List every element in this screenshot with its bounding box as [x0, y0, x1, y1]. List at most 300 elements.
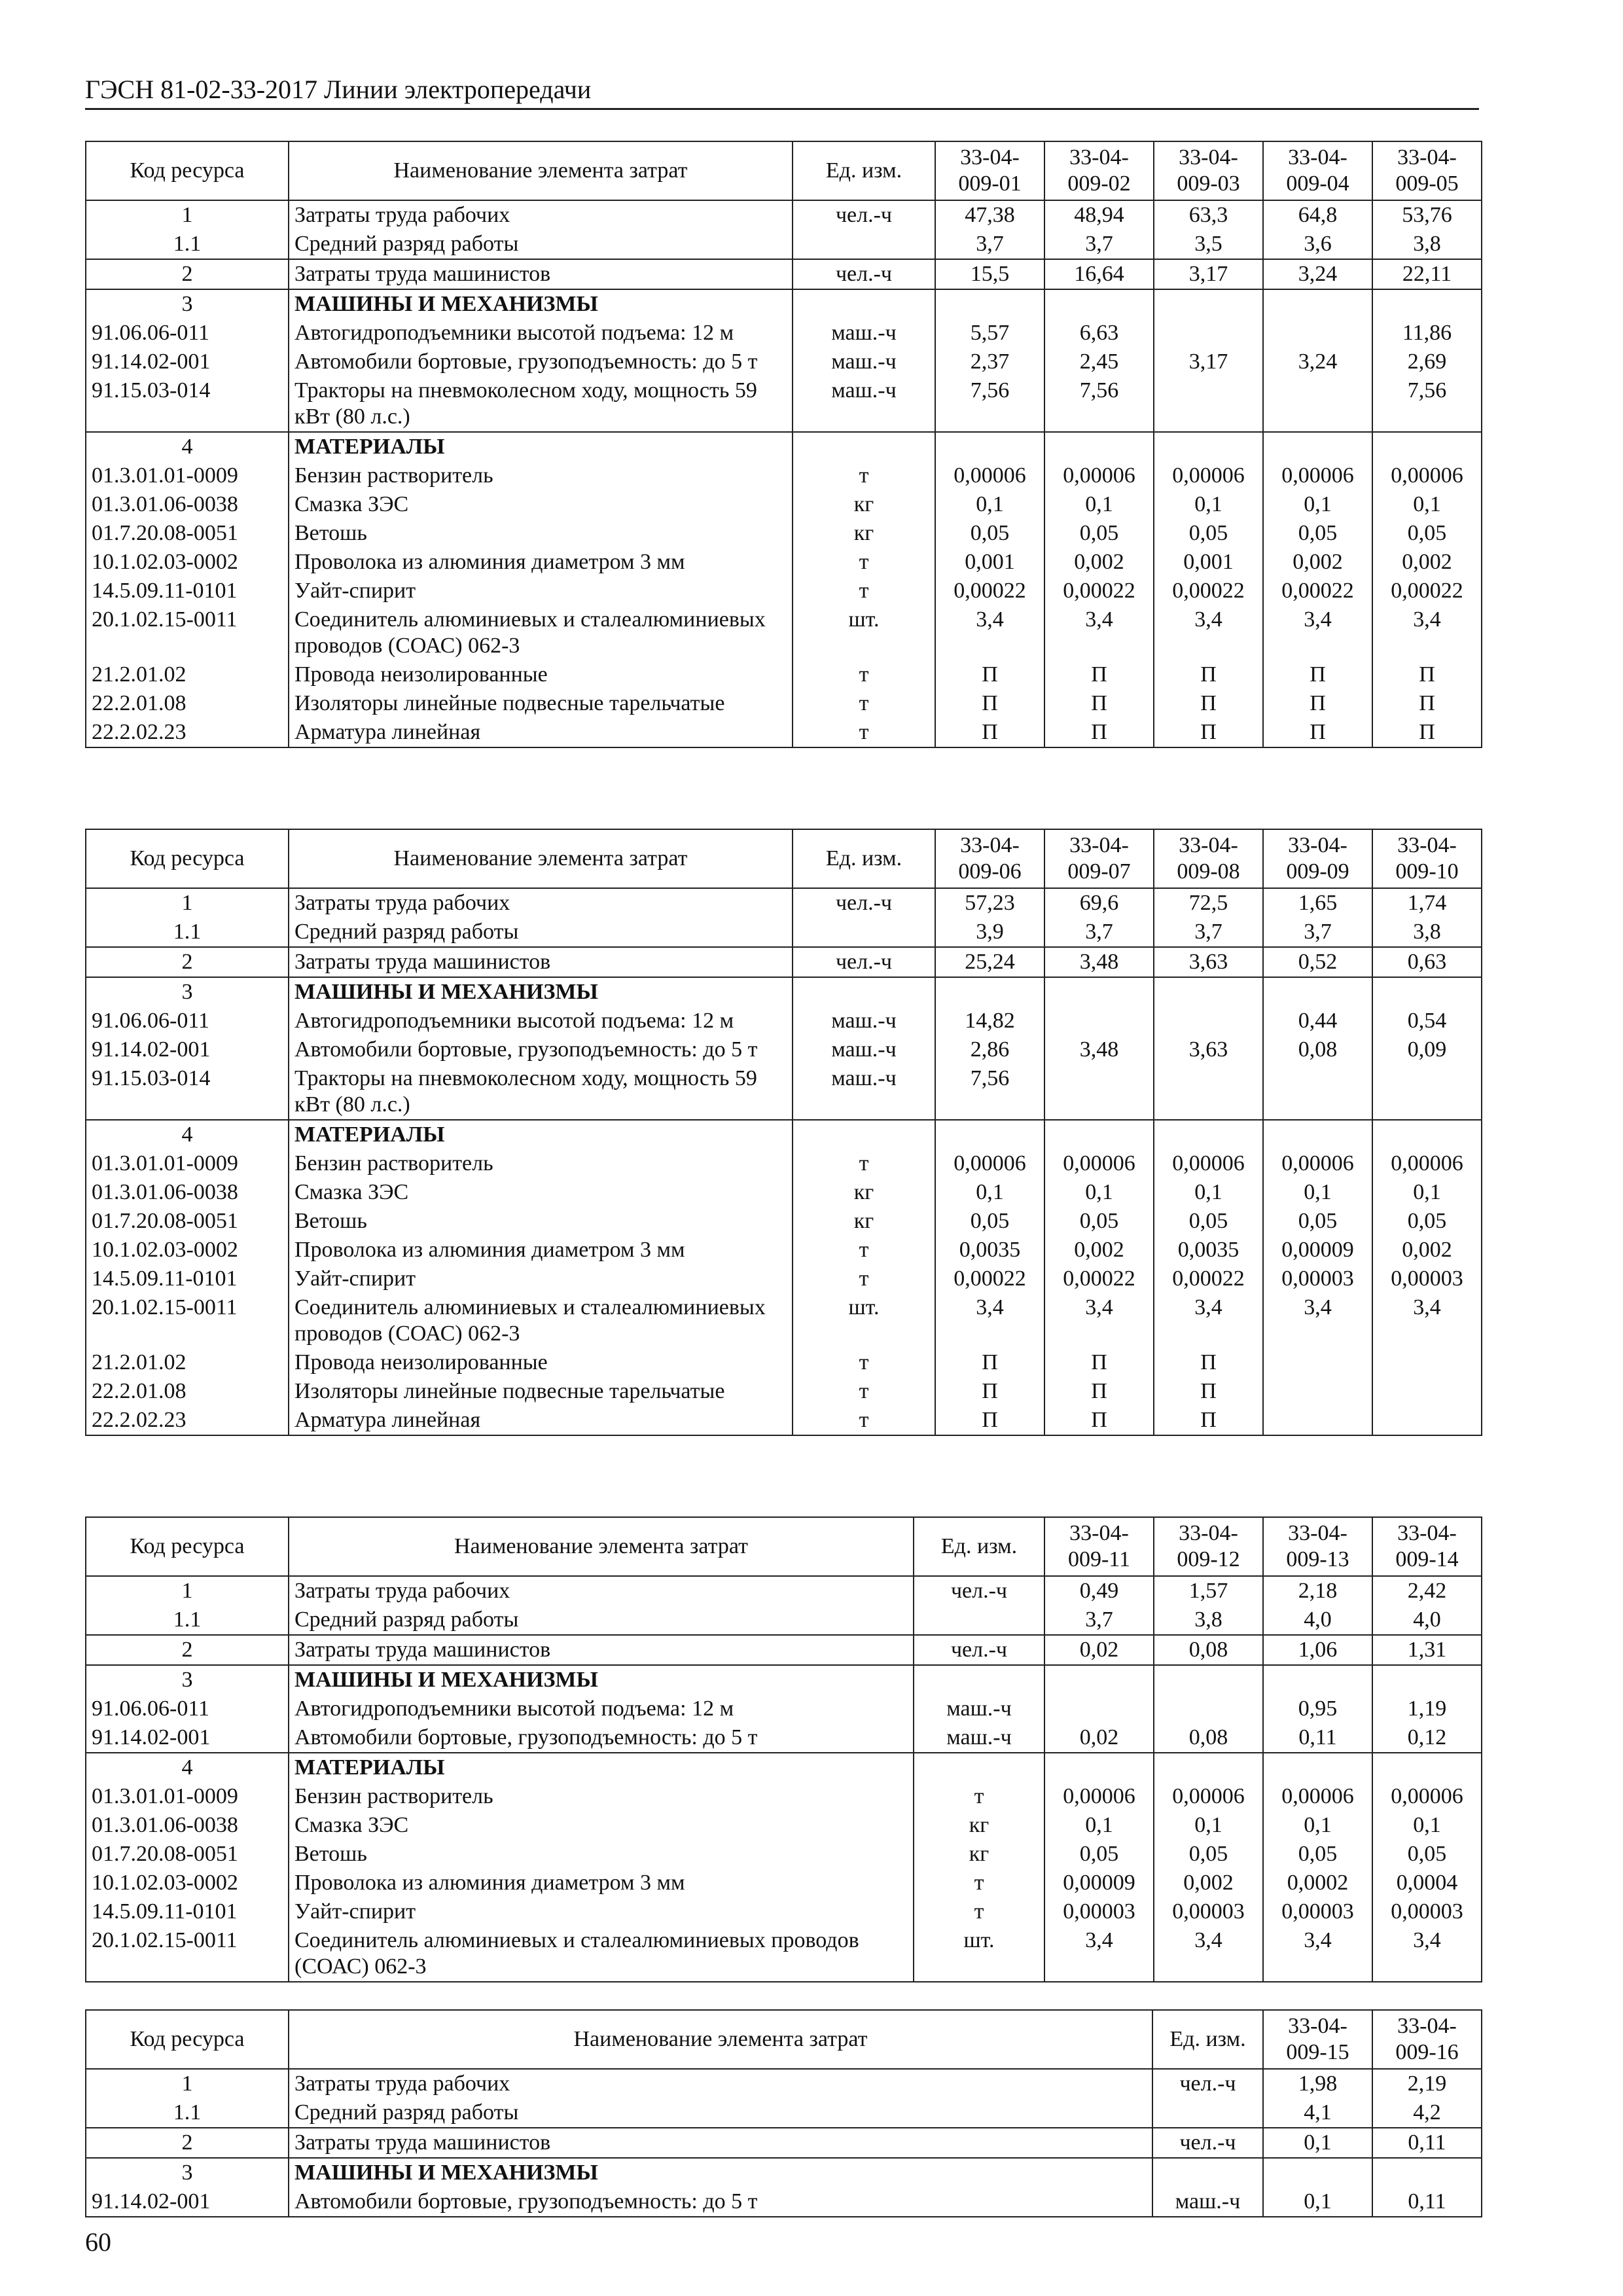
resource-unit	[914, 1753, 1044, 1782]
table-row	[86, 1635, 1482, 1665]
norm-value: 0,08	[1154, 1635, 1263, 1665]
norm-value: 0,1	[935, 490, 1044, 519]
header-norm-code: 33-04-009-13	[1263, 1517, 1372, 1576]
norm-value: П	[1372, 718, 1482, 747]
norm-value: 3,4	[1154, 1293, 1263, 1348]
norm-value: 1,65	[1263, 888, 1372, 918]
table-row	[86, 1869, 1482, 1897]
norm-value: 3,4	[1044, 1926, 1154, 1982]
resource-unit: кг	[914, 1811, 1044, 1840]
resource-unit	[793, 918, 935, 947]
header-norm-code: 33-04-009-11	[1044, 1517, 1154, 1576]
resource-code: 20.1.02.15-0011	[86, 1293, 289, 1348]
norm-value: 0,00006	[1154, 1782, 1263, 1811]
norm-value: 2,18	[1263, 1576, 1372, 1605]
resource-code: 2	[86, 2128, 289, 2158]
norm-value: 0,00006	[1044, 461, 1154, 490]
header-unit: Ед. изм.	[1152, 2010, 1263, 2069]
norm-value: 47,38	[935, 200, 1044, 230]
norm-value: 2,19	[1372, 2069, 1482, 2098]
header-norm-code: 33-04-009-02	[1044, 141, 1154, 200]
resource-unit: т	[793, 1149, 935, 1178]
header-norm-code: 33-04-009-12	[1154, 1517, 1263, 1576]
norm-value: 1,74	[1372, 888, 1482, 918]
norm-value	[1263, 432, 1372, 461]
resource-unit	[914, 1665, 1044, 1695]
norm-value: 0,00006	[1154, 461, 1263, 490]
norm-value	[1372, 289, 1482, 319]
norm-value: 57,23	[935, 888, 1044, 918]
table-row	[86, 1236, 1482, 1265]
norm-value	[1372, 1064, 1482, 1120]
norm-value: 0,05	[1044, 1207, 1154, 1236]
resource-unit: кг	[793, 1178, 935, 1207]
resource-name: Тракторы на пневмоколесном ходу, мощность 59 кВт (80 л.с.)	[289, 1064, 793, 1120]
header-code: Код ресурса	[86, 829, 289, 888]
table-row	[86, 548, 1482, 577]
resource-code: 4	[86, 1120, 289, 1149]
norm-value: 0,52	[1263, 947, 1372, 977]
norm-value: П	[1044, 1348, 1154, 1377]
norm-value: 0,00003	[1154, 1897, 1263, 1926]
norm-value: 0,00006	[1372, 1782, 1482, 1811]
header-name: Наименование элемента затрат	[289, 829, 793, 888]
resource-unit	[914, 1605, 1044, 1635]
norm-value: 7,56	[1044, 376, 1154, 432]
norm-value: 1,98	[1263, 2069, 1372, 2098]
resource-unit: т	[793, 1265, 935, 1293]
resource-code: 01.3.01.06-0038	[86, 1811, 289, 1840]
norms-table-2	[85, 829, 1482, 1436]
resource-code: 91.14.02-001	[86, 1723, 289, 1753]
norm-value: 0,00022	[1044, 577, 1154, 605]
table-row	[86, 605, 1482, 660]
norm-value: 0,002	[1044, 548, 1154, 577]
resource-name: Уайт-спирит	[289, 577, 793, 605]
header-norm-code: 33-04-009-03	[1154, 141, 1263, 200]
resource-name: Автогидроподъемники высотой подъема: 12 м	[289, 1695, 914, 1723]
norm-value: 0,00006	[1263, 1782, 1372, 1811]
norm-value: 0,00022	[1044, 1265, 1154, 1293]
norm-value: 0,1	[1154, 1811, 1263, 1840]
resource-unit: чел.-ч	[793, 947, 935, 977]
header-norm-code: 33-04-009-14	[1372, 1517, 1482, 1576]
norm-value: 0,05	[1263, 1840, 1372, 1869]
header-norm-code: 33-04-009-16	[1372, 2010, 1482, 2069]
norm-value: 0,1	[1372, 490, 1482, 519]
resource-name: Проволока из алюминия диаметром 3 мм	[289, 1236, 793, 1265]
table-row	[86, 1576, 1482, 1605]
norm-value: П	[1372, 689, 1482, 718]
resource-code: 22.2.02.23	[86, 718, 289, 747]
table-row	[86, 1064, 1482, 1120]
norm-value: П	[935, 718, 1044, 747]
table-row	[86, 577, 1482, 605]
norm-value: 2,86	[935, 1035, 1044, 1064]
resource-unit: чел.-ч	[1152, 2128, 1263, 2158]
norm-value	[1154, 1753, 1263, 1782]
resource-unit	[1152, 2158, 1263, 2187]
norm-value: 3,17	[1154, 259, 1263, 289]
table-row	[86, 1695, 1482, 1723]
resource-name: Затраты труда рабочих	[289, 2069, 1152, 2098]
norm-value: 11,86	[1372, 319, 1482, 348]
resource-code: 91.14.02-001	[86, 348, 289, 376]
norm-value: 0,1	[1154, 490, 1263, 519]
norm-value: 0,00022	[935, 577, 1044, 605]
resource-name: Бензин растворитель	[289, 461, 793, 490]
resource-name: Уайт-спирит	[289, 1897, 914, 1926]
norm-value: 0,11	[1372, 2128, 1482, 2158]
norm-value: П	[935, 1348, 1044, 1377]
norm-value: 0,001	[935, 548, 1044, 577]
norm-value	[935, 977, 1044, 1007]
norm-value: 0,00009	[1263, 1236, 1372, 1265]
norm-value: 5,57	[935, 319, 1044, 348]
norm-value: 3,4	[1263, 605, 1372, 660]
resource-name: Автомобили бортовые, грузоподъемность: до 5 т	[289, 1723, 914, 1753]
norm-value	[1372, 1753, 1482, 1782]
norm-value: 0,00006	[1372, 461, 1482, 490]
resource-unit: чел.-ч	[1152, 2069, 1263, 2098]
norm-value: 0,00006	[935, 1149, 1044, 1178]
resource-unit: маш.-ч	[1152, 2187, 1263, 2217]
resource-code: 1.1	[86, 2098, 289, 2128]
norm-value	[1154, 1064, 1263, 1120]
norms-table-1	[85, 141, 1482, 748]
table-row	[86, 490, 1482, 519]
table-row	[86, 718, 1482, 747]
norm-value: 3,4	[1263, 1926, 1372, 1982]
norm-value: 0,00003	[1044, 1897, 1154, 1926]
norm-value	[1372, 432, 1482, 461]
norm-value: 0,0035	[1154, 1236, 1263, 1265]
resource-code: 4	[86, 432, 289, 461]
norm-value: 25,24	[935, 947, 1044, 977]
resource-name: МАТЕРИАЛЫ	[289, 432, 793, 461]
norm-value: 3,8	[1154, 1605, 1263, 1635]
resource-code: 20.1.02.15-0011	[86, 605, 289, 660]
norm-value: 0,05	[1154, 1207, 1263, 1236]
table-row	[86, 289, 1482, 319]
resource-unit: чел.-ч	[793, 888, 935, 918]
resource-code: 01.3.01.01-0009	[86, 1149, 289, 1178]
resource-name: Средний разряд работы	[289, 230, 793, 259]
norm-value	[1372, 1377, 1482, 1406]
norm-value	[1372, 1406, 1482, 1435]
table-row	[86, 1840, 1482, 1869]
resource-name: Автомобили бортовые, грузоподъемность: до 5 т	[289, 348, 793, 376]
table-row	[86, 200, 1482, 230]
resource-code: 2	[86, 259, 289, 289]
resource-name: МАШИНЫ И МЕХАНИЗМЫ	[289, 2158, 1152, 2187]
header-norm-code: 33-04-009-15	[1263, 2010, 1372, 2069]
norm-value: 3,8	[1372, 918, 1482, 947]
table-row	[86, 348, 1482, 376]
resource-name: Соединитель алюминиевых и сталеалюминиевых проводов (СОАС) 062-3	[289, 605, 793, 660]
table-row	[86, 1782, 1482, 1811]
resource-unit: т	[793, 689, 935, 718]
norm-value: П	[1263, 718, 1372, 747]
resource-code: 1	[86, 200, 289, 230]
resource-code: 1.1	[86, 918, 289, 947]
resource-name: Автогидроподъемники высотой подъема: 12 м	[289, 1007, 793, 1035]
norm-value: 3,24	[1263, 259, 1372, 289]
norm-value	[1263, 1064, 1372, 1120]
resource-name: Затраты труда рабочих	[289, 200, 793, 230]
norm-value	[1263, 1348, 1372, 1377]
table-row	[86, 1207, 1482, 1236]
resource-code: 20.1.02.15-0011	[86, 1926, 289, 1982]
norm-value: 0,00006	[1263, 461, 1372, 490]
norm-value: 14,82	[935, 1007, 1044, 1035]
norm-value: 0,08	[1154, 1723, 1263, 1753]
resource-name: Провода неизолированные	[289, 1348, 793, 1377]
resource-code: 14.5.09.11-0101	[86, 1897, 289, 1926]
resource-name: МАШИНЫ И МЕХАНИЗМЫ	[289, 289, 793, 319]
resource-name: Изоляторы линейные подвесные тарельчатые	[289, 689, 793, 718]
norm-value	[1263, 376, 1372, 432]
norm-value: 3,7	[1044, 1605, 1154, 1635]
norm-value: 0,05	[935, 519, 1044, 548]
resource-unit: т	[914, 1782, 1044, 1811]
norm-value: 0,02	[1044, 1723, 1154, 1753]
norm-value: 3,48	[1044, 947, 1154, 977]
resource-code: 1	[86, 2069, 289, 2098]
table-row	[86, 1035, 1482, 1064]
norm-value: 0,00022	[1372, 577, 1482, 605]
table-row	[86, 2098, 1482, 2128]
norm-value: 0,02	[1044, 1635, 1154, 1665]
norm-value: 1,31	[1372, 1635, 1482, 1665]
header-code: Код ресурса	[86, 1517, 289, 1576]
resource-name: Автомобили бортовые, грузоподъемность: до 5 т	[289, 1035, 793, 1064]
norm-value	[1044, 432, 1154, 461]
norm-value	[1263, 1377, 1372, 1406]
resource-unit: чел.-ч	[793, 200, 935, 230]
norm-value: 0,0035	[935, 1236, 1044, 1265]
norm-value: 0,1	[1263, 490, 1372, 519]
norm-value: 0,05	[1044, 519, 1154, 548]
header-unit: Ед. изм.	[793, 141, 935, 200]
norm-value: 0,05	[1372, 1207, 1482, 1236]
resource-code: 3	[86, 977, 289, 1007]
norm-value: 0,49	[1044, 1576, 1154, 1605]
table-row	[86, 319, 1482, 348]
norm-value: 0,002	[1044, 1236, 1154, 1265]
norm-value: П	[1154, 1406, 1263, 1435]
resource-code: 1	[86, 1576, 289, 1605]
norm-value: 1,06	[1263, 1635, 1372, 1665]
resource-unit: кг	[793, 519, 935, 548]
norm-value: 48,94	[1044, 200, 1154, 230]
norm-value	[935, 1120, 1044, 1149]
resource-name: Ветошь	[289, 1207, 793, 1236]
table-row	[86, 1605, 1482, 1635]
norm-value: 0,002	[1263, 548, 1372, 577]
resource-unit: маш.-ч	[914, 1723, 1044, 1753]
resource-name: Проволока из алюминия диаметром 3 мм	[289, 548, 793, 577]
norm-value: П	[1044, 1406, 1154, 1435]
resource-unit: кг	[914, 1840, 1044, 1869]
norm-value: 1,57	[1154, 1576, 1263, 1605]
norm-value: 0,002	[1372, 1236, 1482, 1265]
resource-code: 91.06.06-011	[86, 1695, 289, 1723]
resource-name: Автомобили бортовые, грузоподъемность: до 5 т	[289, 2187, 1152, 2217]
resource-unit	[793, 432, 935, 461]
norm-value	[1263, 977, 1372, 1007]
resource-code: 21.2.01.02	[86, 1348, 289, 1377]
resource-name: Арматура линейная	[289, 718, 793, 747]
norm-value: 0,95	[1263, 1695, 1372, 1723]
table-row	[86, 2158, 1482, 2187]
norm-value: 22,11	[1372, 259, 1482, 289]
header-norm-code: 33-04-009-01	[935, 141, 1044, 200]
table-row	[86, 1897, 1482, 1926]
table-row	[86, 660, 1482, 689]
table-header-row	[86, 2010, 1482, 2069]
norm-value: 0,00009	[1044, 1869, 1154, 1897]
resource-code: 01.3.01.01-0009	[86, 1782, 289, 1811]
norm-value: 1,19	[1372, 1695, 1482, 1723]
resource-unit: т	[793, 461, 935, 490]
resource-code: 01.7.20.08-0051	[86, 1840, 289, 1869]
resource-unit: маш.-ч	[793, 1035, 935, 1064]
table-row	[86, 2069, 1482, 2098]
resource-name: Автогидроподъемники высотой подъема: 12 м	[289, 319, 793, 348]
header-unit: Ед. изм.	[914, 1517, 1044, 1576]
norm-value: 3,6	[1263, 230, 1372, 259]
resource-code: 10.1.02.03-0002	[86, 548, 289, 577]
norm-value: 7,56	[935, 1064, 1044, 1120]
header-code: Код ресурса	[86, 141, 289, 200]
resource-code: 1.1	[86, 230, 289, 259]
resource-name: Уайт-спирит	[289, 1265, 793, 1293]
header-unit: Ед. изм.	[793, 829, 935, 888]
norm-value: 0,00006	[1154, 1149, 1263, 1178]
norm-value: П	[1372, 660, 1482, 689]
resource-code: 10.1.02.03-0002	[86, 1869, 289, 1897]
resource-name: Ветошь	[289, 519, 793, 548]
norm-value: П	[935, 660, 1044, 689]
resource-name: Средний разряд работы	[289, 918, 793, 947]
table-row	[86, 947, 1482, 977]
resource-unit: т	[793, 1348, 935, 1377]
norm-value	[1044, 1695, 1154, 1723]
resource-code: 91.06.06-011	[86, 319, 289, 348]
header-norm-code: 33-04-009-05	[1372, 141, 1482, 200]
resource-code: 91.14.02-001	[86, 2187, 289, 2217]
resource-unit: шт.	[793, 605, 935, 660]
norm-value: П	[1044, 718, 1154, 747]
resource-unit: т	[914, 1869, 1044, 1897]
resource-unit: чел.-ч	[914, 1635, 1044, 1665]
page-number: 60	[85, 2227, 111, 2257]
norms-table-3	[85, 1516, 1482, 1982]
norm-value	[1372, 2158, 1482, 2187]
resource-unit: кг	[793, 490, 935, 519]
norm-value: 0,54	[1372, 1007, 1482, 1035]
norm-value: 4,0	[1372, 1605, 1482, 1635]
table-row	[86, 461, 1482, 490]
norm-value: 7,56	[935, 376, 1044, 432]
norm-value: 0,00022	[935, 1265, 1044, 1293]
resource-unit: т	[914, 1897, 1044, 1926]
norm-value: 0,05	[1154, 1840, 1263, 1869]
norm-value	[1044, 1064, 1154, 1120]
header-norm-code: 33-04-009-10	[1372, 829, 1482, 888]
table-row	[86, 977, 1482, 1007]
resource-unit: маш.-ч	[793, 348, 935, 376]
resource-name: Затраты труда машинистов	[289, 947, 793, 977]
norm-value	[1263, 289, 1372, 319]
table-row	[86, 432, 1482, 461]
norm-value: 0,05	[1372, 1840, 1482, 1869]
norm-value: 0,00006	[935, 461, 1044, 490]
norm-value	[1263, 1120, 1372, 1149]
norm-value: 3,4	[1372, 1293, 1482, 1348]
norm-value: 0,05	[1263, 1207, 1372, 1236]
norm-value: 0,001	[1154, 548, 1263, 577]
resource-code: 14.5.09.11-0101	[86, 1265, 289, 1293]
table-row	[86, 1377, 1482, 1406]
norm-value: П	[1154, 1377, 1263, 1406]
table-row	[86, 1149, 1482, 1178]
norm-value: П	[1044, 660, 1154, 689]
resource-name: МАТЕРИАЛЫ	[289, 1120, 793, 1149]
resource-name: Соединитель алюминиевых и сталеалюминиевых проводов (СОАС) 062-3	[289, 1926, 914, 1982]
resource-code: 91.15.03-014	[86, 1064, 289, 1120]
norm-value: 3,4	[935, 1293, 1044, 1348]
norm-value: 0,002	[1372, 548, 1482, 577]
norm-value: 3,4	[1372, 1926, 1482, 1982]
norm-value: 0,05	[935, 1207, 1044, 1236]
norm-value: 0,09	[1372, 1035, 1482, 1064]
table-row	[86, 888, 1482, 918]
resource-code: 10.1.02.03-0002	[86, 1236, 289, 1265]
norm-value: 0,00003	[1263, 1897, 1372, 1926]
norm-value: П	[1154, 689, 1263, 718]
norm-value: 0,1	[1263, 2128, 1372, 2158]
norm-value: П	[1154, 718, 1263, 747]
resource-unit: кг	[793, 1207, 935, 1236]
norm-value: 7,56	[1372, 376, 1482, 432]
norm-value: 0,00003	[1372, 1265, 1482, 1293]
norm-value: 3,8	[1372, 230, 1482, 259]
table-header-row	[86, 141, 1482, 200]
resource-code: 4	[86, 1753, 289, 1782]
norm-value: 0,00006	[1044, 1782, 1154, 1811]
norm-value: 3,7	[1044, 230, 1154, 259]
norm-value: 0,00006	[1263, 1149, 1372, 1178]
norm-value: 69,6	[1044, 888, 1154, 918]
norm-value	[1263, 1665, 1372, 1695]
norm-value: 3,4	[1044, 605, 1154, 660]
resource-code: 01.3.01.01-0009	[86, 461, 289, 490]
norm-value: 0,1	[1263, 2187, 1372, 2217]
norm-value: П	[1044, 1377, 1154, 1406]
norm-value: 16,64	[1044, 259, 1154, 289]
norm-value: 0,00022	[1154, 1265, 1263, 1293]
norm-value: П	[1263, 660, 1372, 689]
norm-value: 0,05	[1044, 1840, 1154, 1869]
norm-value: 3,5	[1154, 230, 1263, 259]
header-norm-code: 33-04-009-07	[1044, 829, 1154, 888]
norm-value: 0,00003	[1372, 1897, 1482, 1926]
table-row	[86, 1265, 1482, 1293]
norms-table-4	[85, 2009, 1482, 2217]
norm-value: 72,5	[1154, 888, 1263, 918]
